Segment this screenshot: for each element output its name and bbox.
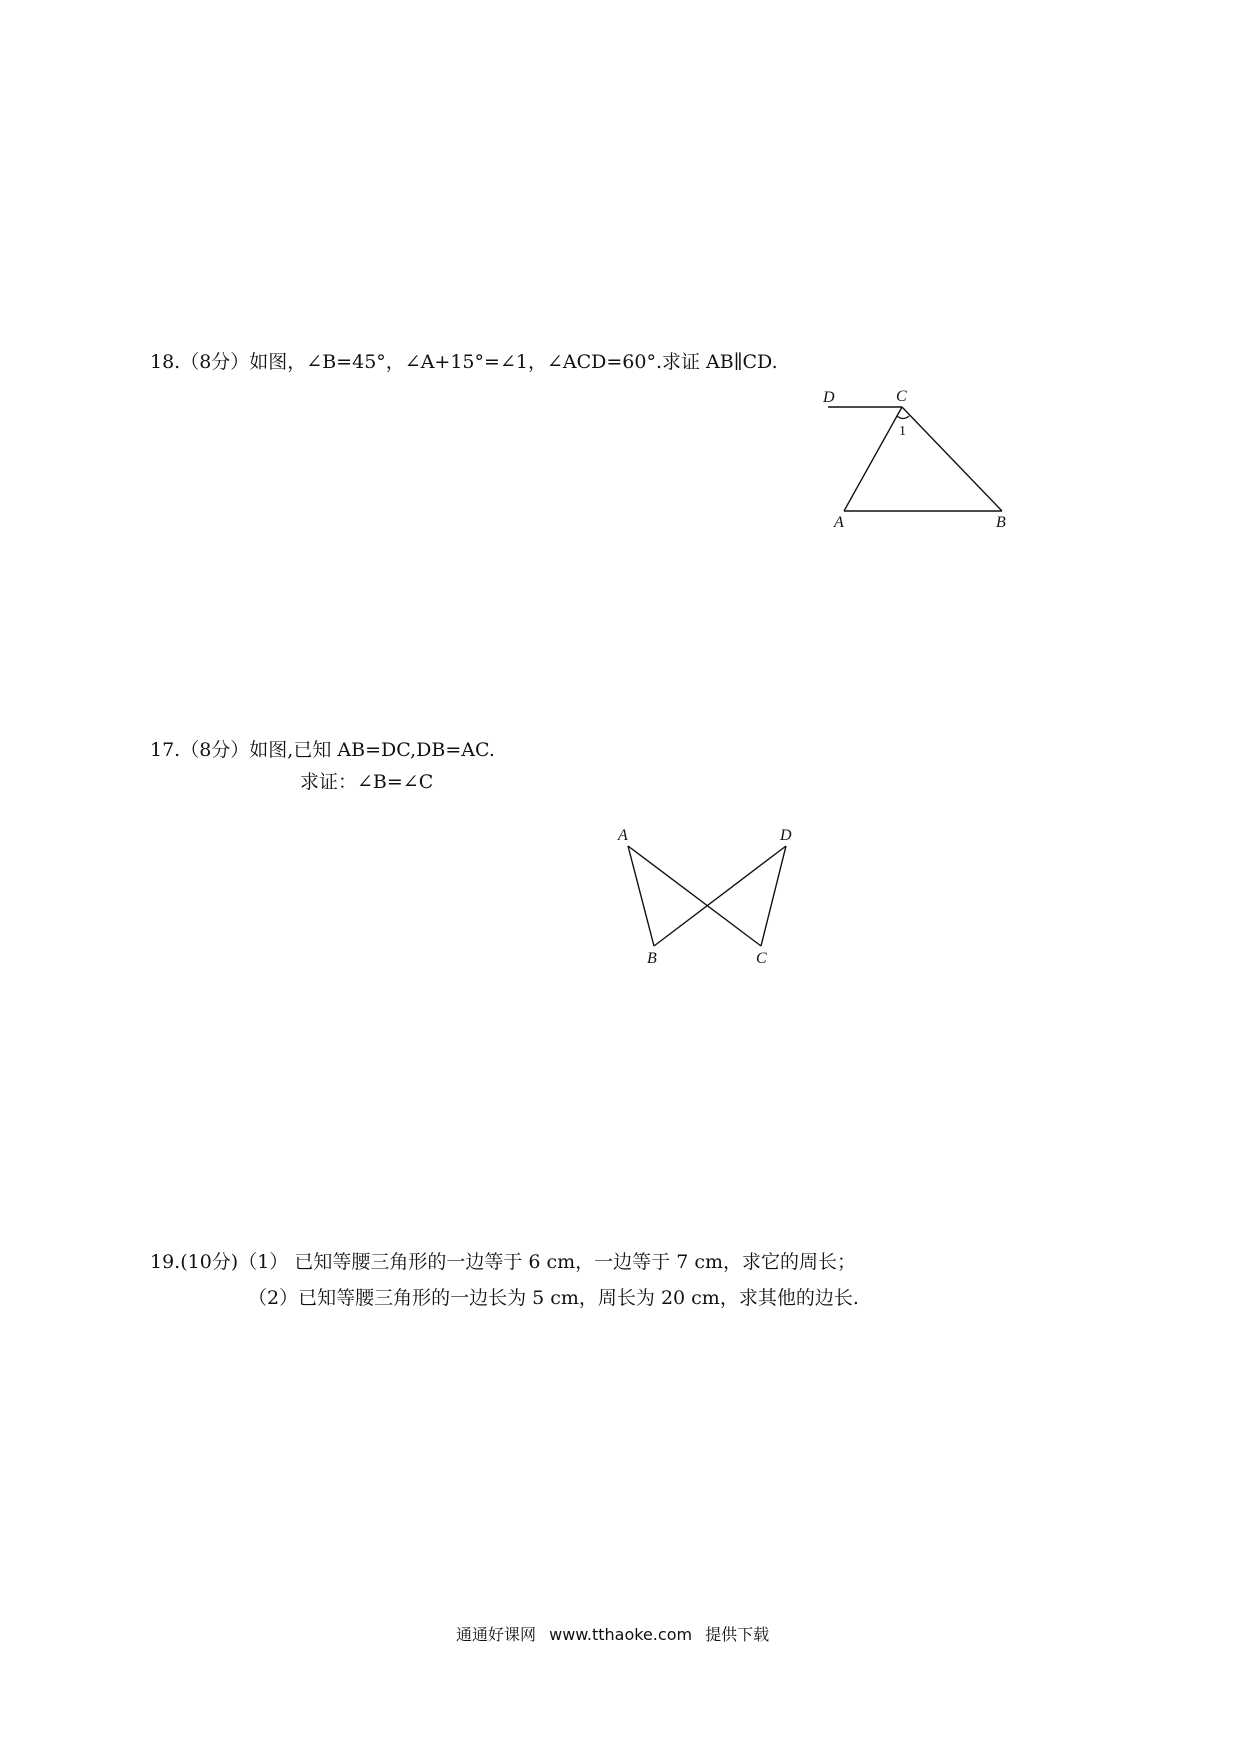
problem-17-statement: 17.（8分）如图,已知 AB=DC,DB=AC.	[150, 739, 495, 761]
segment-db	[654, 846, 786, 946]
page-footer	[456, 1625, 769, 1645]
label-b: B	[996, 514, 1006, 531]
footer-suffix: 提供下载	[705, 1625, 770, 1644]
footer-url: www.tthaoke.com	[549, 1625, 693, 1644]
segment-ac	[628, 846, 761, 946]
problem-17-prove-line: 求证：∠B=∠C	[300, 771, 434, 793]
label-a: A	[618, 827, 628, 844]
segment-dc	[761, 846, 786, 946]
label-angle-1: 1	[899, 424, 906, 439]
label-a: A	[834, 514, 844, 531]
segment-ab	[628, 846, 654, 946]
footer-site-name: 通通好课网	[456, 1625, 537, 1644]
problem-19-part-1: 19.(10分)（1） 已知等腰三角形的一边等于 6 cm，一边等于 7 cm，求它的周长；	[150, 1251, 856, 1273]
label-c: C	[896, 388, 907, 405]
segment-cb	[902, 407, 1002, 511]
angle-1-arc	[897, 416, 909, 419]
segment-ca	[844, 407, 902, 511]
label-b: B	[647, 950, 657, 967]
problem-17-crossed-triangles-figure	[610, 820, 810, 967]
label-c: C	[756, 950, 767, 967]
problem-18-triangle-figure	[820, 385, 1020, 531]
problem-18-statement: 18.（8分）如图，∠B=45°，∠A+15°=∠1，∠ACD=60°.求证 AB∥CD.	[150, 351, 778, 373]
label-d: D	[823, 389, 835, 406]
problem-19-part-2: （2）已知等腰三角形的一边长为 5 cm，周长为 20 cm，求其他的边长.	[248, 1287, 859, 1309]
label-d: D	[780, 827, 792, 844]
